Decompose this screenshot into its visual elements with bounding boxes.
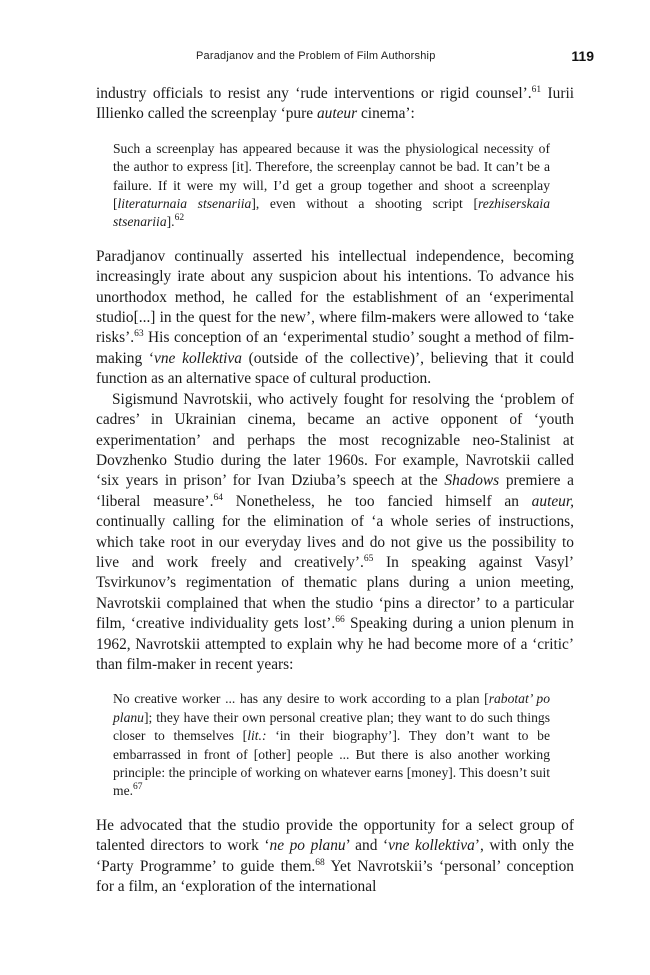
italic-term: auteur xyxy=(316,105,358,123)
page-number: 119 xyxy=(571,48,594,64)
text-run: No creative worker ... has any desire to work according to a plan [ xyxy=(113,691,489,707)
footnote-ref: 63 xyxy=(134,329,144,340)
text-run: ‘in their biography’]. They don’t want to be embarrassed in front of [other] people ... But there is also another working principle: the principle of working on whatever earns [money]. This doesn’t suit me. xyxy=(113,728,551,799)
footnote-ref: 67 xyxy=(133,782,143,793)
paragraph xyxy=(96,390,574,676)
text-run: industry officials to resist any ‘rude interventions or rigid counsel’. xyxy=(96,85,532,102)
footnote-ref: 61 xyxy=(531,85,542,95)
running-head xyxy=(96,48,594,70)
text-run: Iurii Illienko called the screenplay ‘pure xyxy=(96,85,574,123)
text-run: premiere a ‘liberal measure’. xyxy=(96,472,575,510)
text-run: continually calling for the elimination of ‘a whole series of instructions, which take root in our everyday lives and do not give us the possibility to live and work freely and creatively’. xyxy=(96,513,574,571)
text-run: Yet Navrotskii’s ‘personal’ conception for a film, an ‘exploration of the international xyxy=(96,857,574,896)
paragraph xyxy=(96,816,574,898)
italic-term: lit.: xyxy=(247,728,267,744)
footnote-ref: 66 xyxy=(335,615,345,626)
text-run: ’ and ‘ xyxy=(345,837,389,855)
text-run: ]. xyxy=(166,214,175,230)
footnote-ref: 65 xyxy=(363,553,374,564)
text-run: ]; they have their own personal creative plan; they want to do such things closer to themselves [ xyxy=(113,709,550,744)
paragraph xyxy=(96,84,574,125)
footnote-ref: 68 xyxy=(315,857,325,868)
italic-term: Shadows xyxy=(444,472,500,490)
italic-term: rabotat’ po planu xyxy=(113,691,550,725)
text-run: Paradjanov continually asserted his intellectual independence, becoming increasingly irate about any suspicion about his intentions. To advance his unorthodox method, he called for the establishment of an ‘experimental studio[...] in the quest for the new’, where film-makers were allowed to ‘take risks’. xyxy=(96,247,574,347)
body-text xyxy=(96,84,574,897)
block-quote xyxy=(96,140,550,232)
italic-term: auteur, xyxy=(531,492,574,510)
text-run: In speaking against Vasyl’ Tsvirkunov’s regimentation of thematic plans during a union meeting, Navrotskii complained that when the studio ‘pins a director’ to a particular film, ‘creative individuality gets lost’. xyxy=(96,553,575,633)
italic-term: vne kollektiva xyxy=(154,349,242,367)
paragraph xyxy=(96,247,574,390)
text-run: (outside of the collective)’, believing that it could function as an alternative space of cultural production. xyxy=(96,349,574,388)
text-run: ’, with only the ‘Party Programme’ to guide them. xyxy=(96,837,575,875)
text-run: Nonetheless, he too fancied himself an xyxy=(222,492,532,510)
text-run: Sigismund Navrotskii, who actively fought for resolving the ‘problem of cadres’ in Ukrainian cinema, became an active opponent of ‘youth experimentation’ and perhaps the most recognizable neo-Stalinist at Dovzhenko Studio during the later 1960s. For example, Navrotskii called ‘six years in prison’ for Ivan Dziuba’s speech at the xyxy=(96,390,574,490)
text-run: His conception of an ‘experimental studio’ sought a method of film-making ‘ xyxy=(96,329,574,367)
text-run: Speaking during a union plenum in 1962, Navrotskii attempted to explain why he had become more of a ‘critic’ than film-maker in recent years: xyxy=(96,615,575,673)
italic-term: ne po planu xyxy=(269,837,346,855)
text-run: He advocated that the studio provide the opportunity for a select group of talented directors to work ‘ xyxy=(96,816,574,855)
text-run: ], even without a shooting script [ xyxy=(251,196,478,212)
footnote-ref: 62 xyxy=(174,213,185,224)
block-quote xyxy=(96,690,550,800)
running-title: Paradjanov and the Problem of Film Authorship xyxy=(196,50,436,62)
text-run: Such a screenplay has appeared because it was the physiological necessity of the author to express [it]. Therefore, the screenplay cannot be bad. It can’t be a failure. If it were my will, I’d get a group together and shoot a screenplay [ xyxy=(113,140,550,212)
footnote-ref: 64 xyxy=(213,492,223,503)
italic-term: vne kollektiva xyxy=(388,837,475,855)
italic-term: rezhiserskaia stsenariia xyxy=(113,196,550,230)
italic-term: literaturnaia stsenariia xyxy=(117,196,252,212)
text-run: cinema’: xyxy=(357,105,415,123)
